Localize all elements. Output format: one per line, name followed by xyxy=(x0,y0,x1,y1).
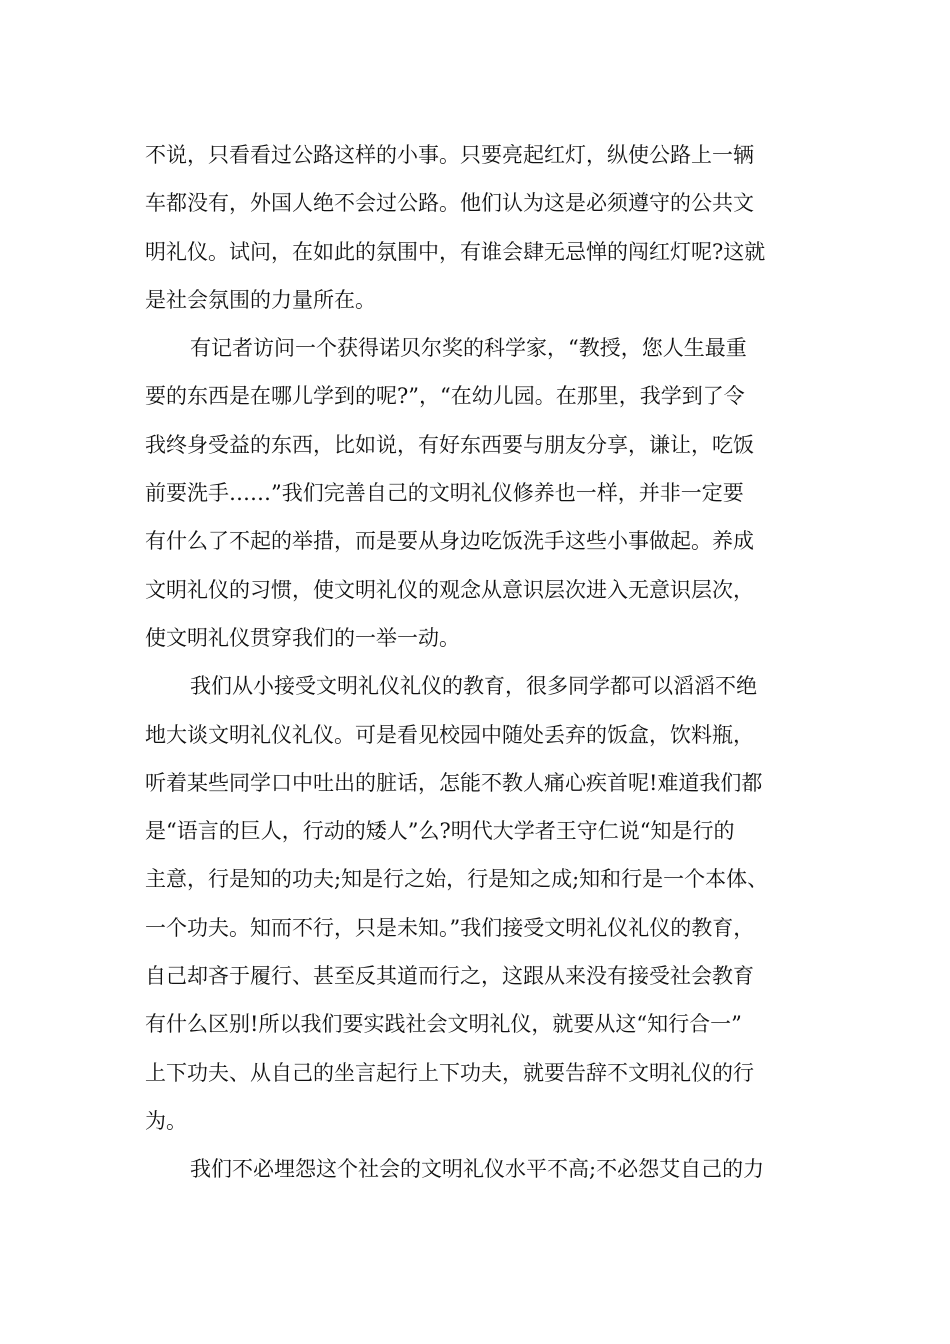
text-line: 文明礼仪的习惯，使文明礼仪的观念从意识层次进入无意识层次， xyxy=(145,577,754,602)
text-line: 我们从小接受文明礼仪礼仪的教育，很多同学都可以滔滔不绝 xyxy=(190,674,757,699)
text-line: 我终身受益的东西，比如说，有好东西要与朋友分享，谦让，吃饭 xyxy=(145,432,754,457)
paragraph-4 xyxy=(145,1145,845,1193)
paragraph-3 xyxy=(145,662,845,1145)
text-line: 为。 xyxy=(145,1108,187,1133)
text-line: 不说，只看看过公路这样的小事。只要亮起红灯，纵使公路上一辆 xyxy=(145,143,754,167)
text-line: 明礼仪。试问，在如此的氛围中，有谁会肆无忌惮的闯红灯呢?这就 xyxy=(145,239,766,264)
document-body xyxy=(145,131,845,1194)
text-line: 要的东西是在哪儿学到的呢?”，“在幼儿园。在那里，我学到了令 xyxy=(145,384,745,409)
text-line: 有什么了不起的举措，而是要从身边吃饭洗手这些小事做起。养成 xyxy=(145,529,754,554)
text-line: 上下功夫、从自己的坐言起行上下功夫，就要告辞不文明礼仪的行 xyxy=(145,1060,754,1085)
paragraph-1 xyxy=(145,131,845,324)
text-line: 主意，行是知的功夫;知是行之始，行是知之成;知和行是一个本体、 xyxy=(145,867,769,892)
text-line: 前要洗手……”我们完善自己的文明礼仪修养也一样，并非一定要 xyxy=(145,481,744,506)
text-line: 一个功夫。知而不行，只是未知。”我们接受文明礼仪礼仪的教育， xyxy=(145,915,755,940)
text-line: 我们不必埋怨这个社会的文明礼仪水平不高;不必怨艾自己的力 xyxy=(190,1157,765,1182)
text-line: 听着某些同学口中吐出的脏话，怎能不教人痛心疾首呢!难道我们都 xyxy=(145,770,763,795)
paragraph-2 xyxy=(145,324,845,662)
text-line: 是社会氛围的力量所在。 xyxy=(145,287,376,312)
text-line: 自己却吝于履行、甚至反其道而行之，这跟从来没有接受社会教育 xyxy=(145,964,754,989)
text-line: 有什么区别!所以我们要实践社会文明礼仪，就要从这“知行合一” xyxy=(145,1012,742,1037)
text-line: 是“语言的巨人，行动的矮人”么?明代大学者王守仁说“知是行的 xyxy=(145,819,735,844)
text-line: 地大谈文明礼仪礼仪。可是看见校园中随处丢弃的饭盒，饮料瓶， xyxy=(145,722,754,747)
text-line: 使文明礼仪贯穿我们的一举一动。 xyxy=(145,625,460,650)
text-line: 有记者访问一个获得诺贝尔奖的科学家，“教授，您人生最重 xyxy=(190,336,747,361)
text-line: 车都没有，外国人绝不会过公路。他们认为这是必须遵守的公共文 xyxy=(145,191,754,216)
